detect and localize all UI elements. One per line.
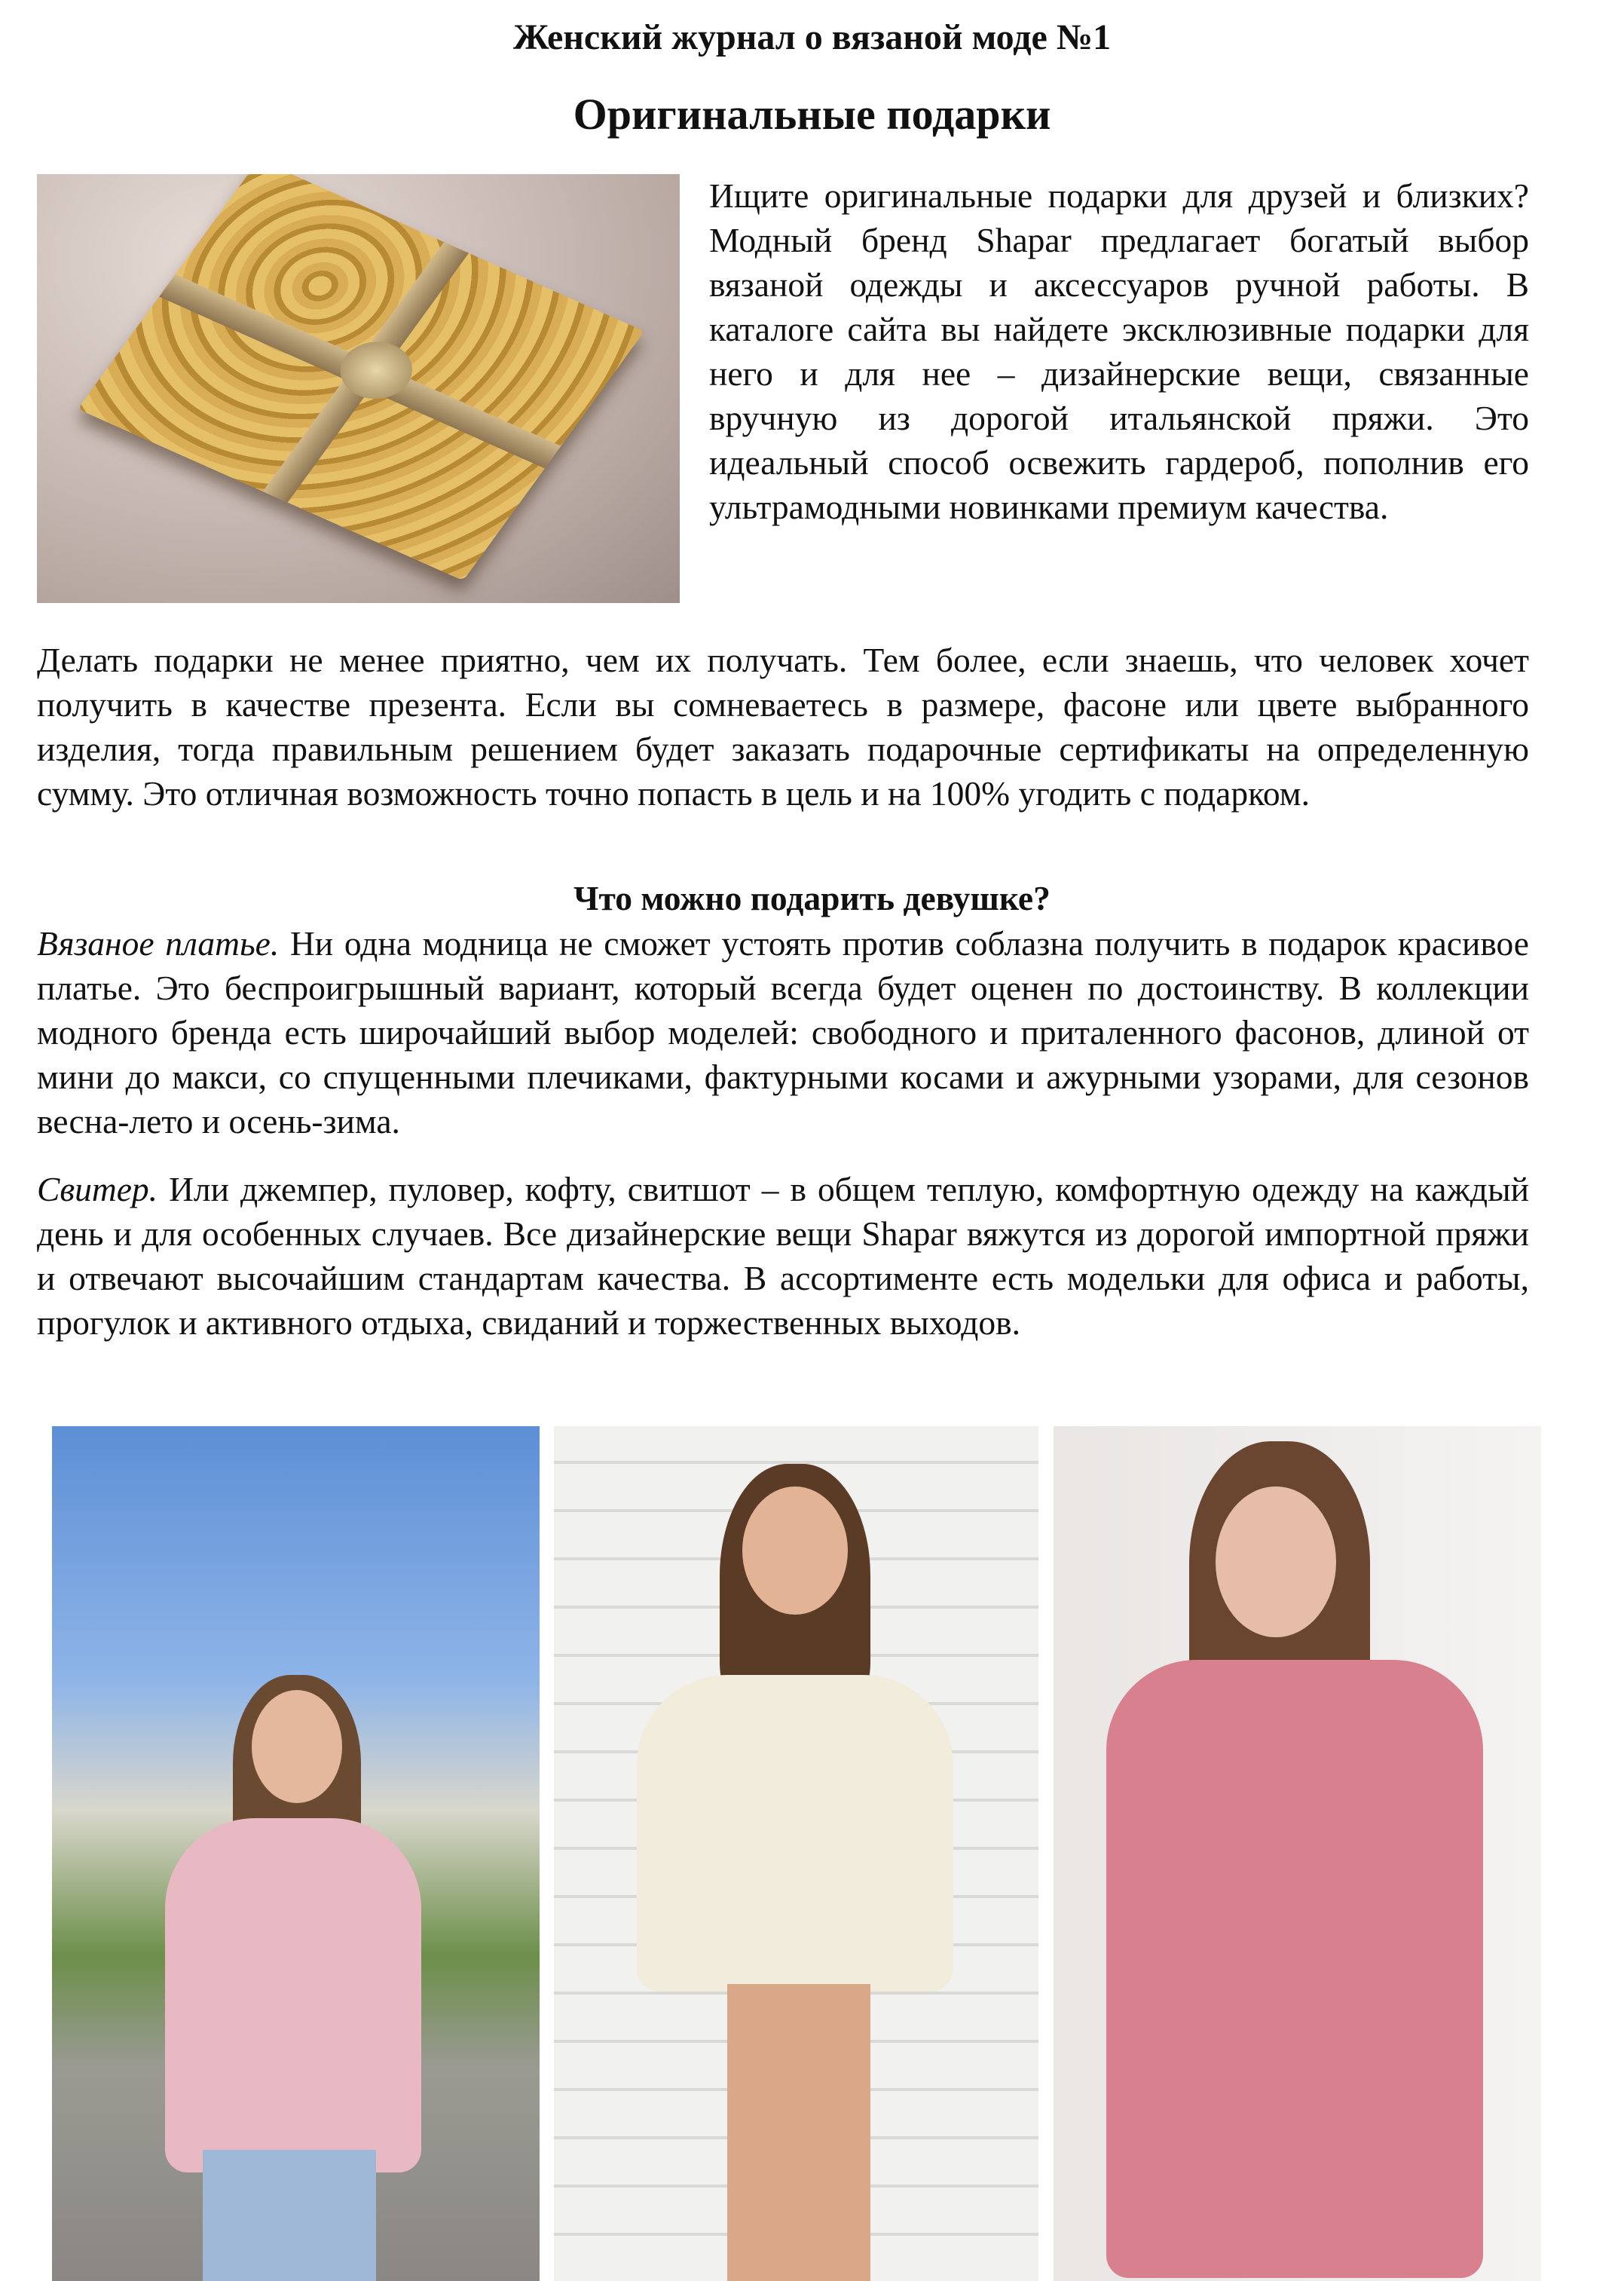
gift-certificate-paragraph: Делать подарки не менее приятно, чем их получать. Тем более, если знаешь, что человек хочет получить в качестве презента. Если вы сомневаетесь в размере, фасоне или цвете выбранного изделия, тогда правильным решением будет заказать подарочные сертификаты на определенную сумму. Это отличная возможность точно попасть в цель и на 100% угодить с подарком. bbox=[37, 641, 1529, 813]
rose-sweater bbox=[1106, 1660, 1483, 2278]
sweater-term: Свитер. bbox=[37, 1170, 158, 1208]
dress-term: Вязаное платье. bbox=[37, 924, 280, 963]
photo-cream-sweater bbox=[554, 1426, 1038, 2281]
face bbox=[252, 1690, 342, 1803]
face bbox=[1216, 1486, 1336, 1637]
legs bbox=[727, 1984, 870, 2281]
jeans bbox=[203, 2150, 376, 2281]
gift-box bbox=[78, 174, 644, 580]
photo-pink-sweater bbox=[52, 1426, 540, 2281]
section-heading: Что можно подарить девушке? bbox=[573, 879, 1051, 917]
face bbox=[742, 1486, 848, 1615]
sweater-paragraph bbox=[37, 1167, 1529, 1345]
gift-box-photo bbox=[37, 174, 680, 603]
magazine-title: Женский журнал о вязаной моде №1 bbox=[512, 17, 1112, 57]
cream-sweater bbox=[637, 1675, 953, 1992]
article-title: Оригинальные подарки bbox=[573, 90, 1051, 139]
pink-sweater bbox=[165, 1818, 421, 2172]
dress-paragraph bbox=[37, 921, 1529, 1144]
photo-rose-sweater bbox=[1054, 1426, 1541, 2281]
intro-paragraph: Ищите оригинальные подарки для друзей и близких? Модный бренд Shapar предлагает богатый выбор вязаной одежды и аксессуаров ручной работы. В каталоге сайта вы найдете эксклюзивные подарки для него и для нее – дизайнерские вещи, связанные вручную из дорогой итальянской пряжи. Это идеальный способ освежить гардероб, пополнив его ультрамодными новинками премиум качества. bbox=[709, 176, 1529, 526]
dress-text: Ни одна модница не сможет устоять против соблазна получить в подарок красивое платье. Это беспроигрышный вариант, который всегда будет оценен по достоинству. В коллекции модного бренда есть широчайший выбор моделей: свободного и приталенного фасонов, длиной от мини до макси, со спущенными плечиками, фактурными косами и ажурными узорами, для сезонов весна-лето и осень-зима. bbox=[37, 924, 1529, 1140]
sweater-text: Или джемпер, пуловер, кофту, свитшот – в общем теплую, комфортную одежду на каждый день и для особенных случаев. Все дизайнерские вещи Shapar вяжутся из дорогой импортной пряжи и отвечают высочайшим стандартам качества. В ассортименте есть модельки для офиса и работы, прогулок и активного отдыха, свиданий и торжественных выходов. bbox=[37, 1170, 1529, 1342]
